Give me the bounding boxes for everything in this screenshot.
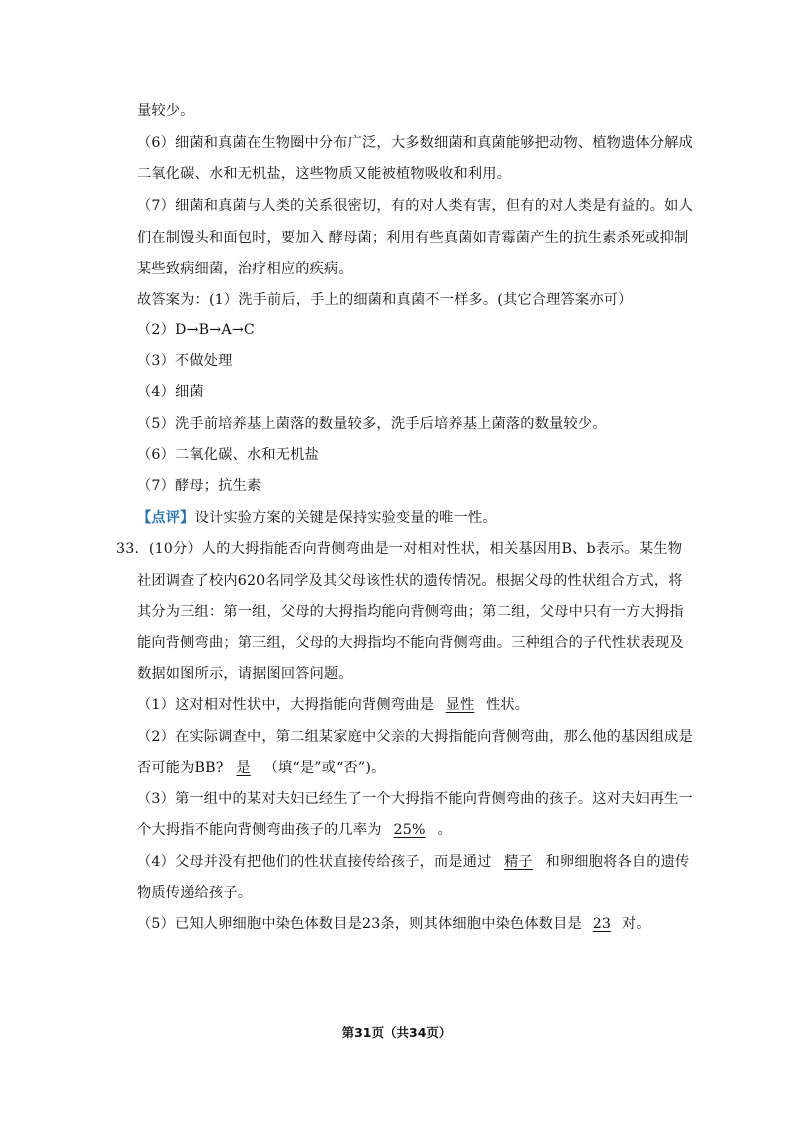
answer-blank: 精子 xyxy=(504,854,533,870)
sub-question-text: （1）这对相对性状中，大拇指能向背侧弯曲是 xyxy=(137,697,434,713)
comment-tag: 【点评】 xyxy=(137,510,195,526)
text-line: （7）细菌和真菌与人类的关系很密切，有的对人类有害，但有的对人类是有益的。如人 xyxy=(137,198,693,214)
footer-text: 页） xyxy=(426,1025,452,1040)
sub-question-2-line2 xyxy=(137,758,385,778)
sub-question-text: （填“是”或“否”)。 xyxy=(263,760,386,776)
sub-question-text: 。 xyxy=(437,822,452,838)
sub-question-text: 否可能为BB? xyxy=(137,760,224,776)
comment-line xyxy=(137,508,497,528)
answer-item: （7）酵母；抗生素 xyxy=(137,478,262,494)
sub-question-2: （2）在实际调查中，第二组某家庭中父亲的大拇指能向背侧弯曲，那么他的基因组成是 xyxy=(137,729,693,745)
sub-question-1 xyxy=(137,695,529,715)
question-33-stem: 33．(10分）人的大拇指能否向背侧弯曲是一对相对性状，相关基因用B、b表示。某生物 xyxy=(116,541,683,557)
sub-question-text: （4）父母并没有把他们的性状直接传给孩子，而是通过 xyxy=(137,854,492,870)
answer-blank: 显性 xyxy=(445,697,475,713)
answer-item: （2）D→B→A→C xyxy=(137,322,255,338)
text-line: 能向背侧弯曲；第三组，父母的大拇指均不能向背侧弯曲。三种组合的子代性状表现及 xyxy=(137,635,684,651)
page-footer xyxy=(0,1024,793,1042)
footer-text: 第 xyxy=(341,1025,355,1040)
text-line: 数据如图所示，请据图回答问题。 xyxy=(137,666,353,682)
answer-blank: 是 xyxy=(236,760,251,776)
sub-question-3: （3）第一组中的某对夫妇已经生了一个大拇指不能向背侧弯曲的孩子。这对夫妇再生一 xyxy=(137,791,693,807)
sub-question-3-line2 xyxy=(137,820,452,840)
sub-question-text: 性状。 xyxy=(485,697,530,713)
text-line: 们在制馒头和面包时，要加入 酵母菌；利用有些真菌如青霉菌产生的抗生素杀死或抑制 xyxy=(137,230,689,246)
sub-question-text: 和卵细胞将各自的遗传 xyxy=(545,854,690,870)
text-line: 量较少。 xyxy=(137,103,195,119)
answer-blank: 25% xyxy=(393,822,426,838)
sub-question-text: 个大拇指不能向背侧弯曲孩子的几率为 xyxy=(137,822,382,838)
sub-question-4 xyxy=(137,852,689,872)
text-line: 社团调查了校内620名同学及其父母该性状的遗传情况。根据父母的性状组合方式，将 xyxy=(137,573,683,589)
sub-question-5 xyxy=(137,914,651,934)
answer-item: （4）细菌 xyxy=(137,384,204,400)
text-line: 二氧化碳、水和无机盐，这些物质又能被植物吸收和利用。 xyxy=(137,166,512,182)
text-line: 其分为三组：第一组，父母的大拇指均能向背侧弯曲；第二组，父母中只有一方大拇指 xyxy=(137,604,684,620)
total-pages: 34 xyxy=(409,1025,427,1040)
sub-question-text: （5）已知人卵细胞中染色体数目是23条，则其体细胞中染色体数目是 xyxy=(137,916,582,932)
page-number: 31 xyxy=(354,1025,372,1040)
answer-item: （5）洗手前培养基上菌落的数量较多，洗手后培养基上菌落的数量较少。 xyxy=(137,416,607,432)
text-line: （6）细菌和真菌在生物圈中分布广泛，大多数细菌和真菌能够把动物、植物遗体分解成 xyxy=(137,135,693,151)
answer-blank: 23 xyxy=(592,916,612,932)
footer-text: 页（共 xyxy=(371,1025,409,1040)
text-line: 某些致病细菌，治疗相应的疾病。 xyxy=(137,261,353,277)
answer-summary: 故答案为：(1）洗手前后，手上的细菌和真菌不一样多。(其它合理答案亦可） xyxy=(137,292,633,308)
sub-question-4-line2: 物质传递给孩子。 xyxy=(137,885,253,901)
answer-item: （6）二氧化碳、水和无机盐 xyxy=(137,447,319,463)
comment-text: 设计实验方案的关键是保持实验变量的唯一性。 xyxy=(194,510,497,526)
answer-item: （3）不做处理 xyxy=(137,353,233,369)
sub-question-text: 对。 xyxy=(621,916,651,932)
